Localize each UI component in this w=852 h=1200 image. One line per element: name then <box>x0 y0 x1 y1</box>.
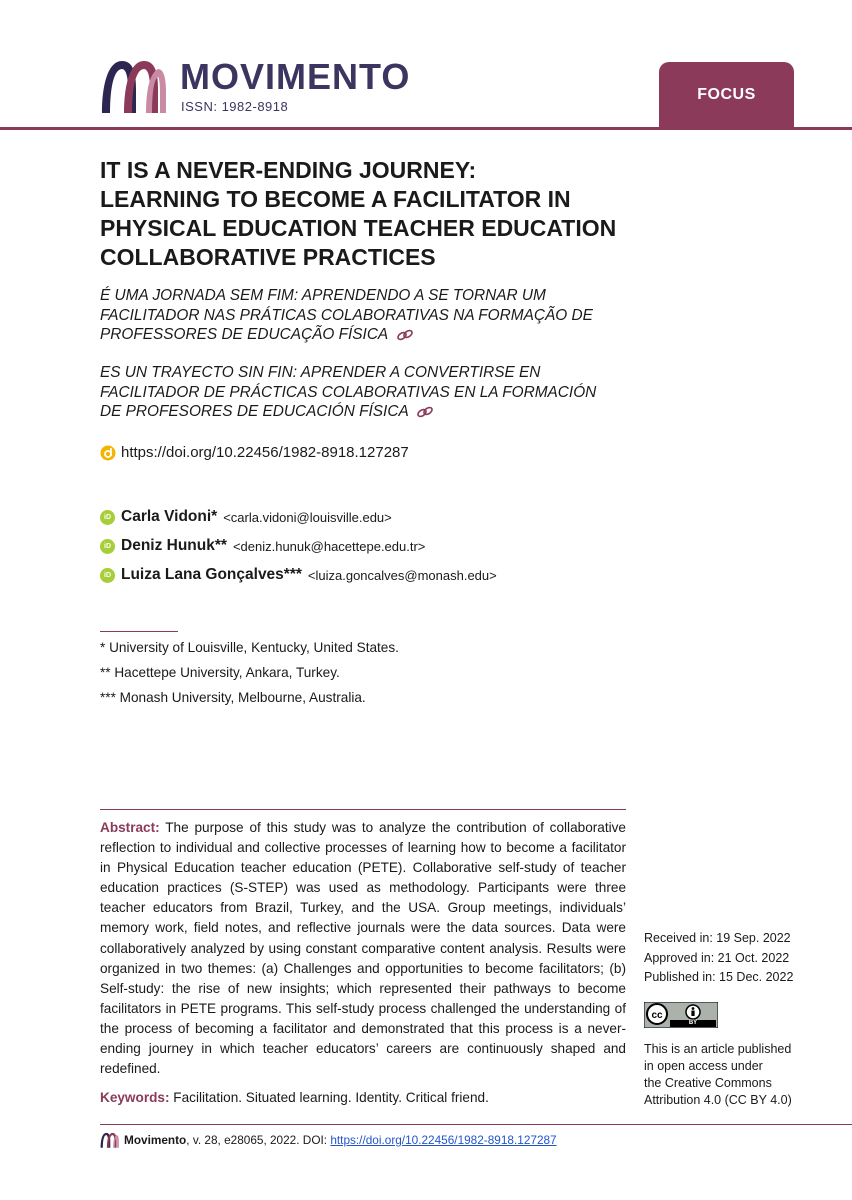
article-title <box>100 156 660 272</box>
keywords <box>100 1090 489 1105</box>
affiliation: ** Hacettepe University, Ankara, Turkey. <box>100 665 340 680</box>
license-line: the Creative Commons <box>644 1076 772 1090</box>
keywords-text: Facilitation. Situated learning. Identity. Critical friend. <box>173 1090 489 1105</box>
abstract <box>100 818 626 1079</box>
orcid-icon[interactable]: iD <box>100 568 115 583</box>
title-portuguese-line: PROFESSORES DE EDUCAÇÃO FÍSICA <box>100 326 388 343</box>
section-tab-label: FOCUS <box>697 86 756 103</box>
article-title-line: COLLABORATIVE PRACTICES <box>100 244 436 270</box>
title-spanish-line: FACILITADOR DE PRÁCTICAS COLABORATIVAS EN LA FORMACIÓN <box>100 383 597 401</box>
footer-divider <box>100 1124 852 1125</box>
footer-journal-name: Movimento <box>124 1133 187 1147</box>
abstract-label: Abstract: <box>100 820 160 835</box>
license-note <box>644 1041 814 1109</box>
article-title-line: LEARNING TO BECOME A FACILITATOR IN <box>100 186 571 212</box>
keywords-label: Keywords: <box>100 1090 170 1105</box>
doi-icon <box>100 445 116 461</box>
cc-by-badge[interactable] <box>644 1002 718 1028</box>
title-spanish-line: ES UN TRAYECTO SIN FIN: APRENDER A CONVERTIRSE EN <box>100 364 541 381</box>
author-email[interactable]: <luiza.goncalves@monash.edu> <box>307 567 497 583</box>
publication-dates <box>644 929 793 988</box>
footer-citation <box>100 1131 557 1149</box>
doi-link[interactable]: https://doi.org/10.22456/1982-8918.127287 <box>121 444 409 461</box>
title-portuguese-line: FACILITADOR NAS PRÁTICAS COLABORATIVAS NA FORMAÇÃO DE <box>100 306 593 324</box>
abstract-divider <box>100 809 626 810</box>
journal-logo-mark <box>100 55 170 117</box>
article-title-line: PHYSICAL EDUCATION TEACHER EDUCATION <box>100 215 617 241</box>
title-portuguese <box>100 286 630 345</box>
license-line: Attribution 4.0 (CC BY 4.0) <box>644 1093 792 1107</box>
article-title-line: IT IS A NEVER-ENDING JOURNEY: <box>100 157 477 183</box>
license-line: This is an article published <box>644 1042 792 1056</box>
orcid-icon[interactable]: iD <box>100 539 115 554</box>
doi-row <box>100 444 409 461</box>
author-name: Luiza Lana Gonçalves*** <box>121 566 302 583</box>
author-row <box>100 508 392 526</box>
section-tab <box>659 62 794 128</box>
external-link-icon[interactable] <box>416 405 434 419</box>
author-row <box>100 537 425 555</box>
approved-date: Approved in: 21 Oct. 2022 <box>644 950 790 965</box>
affiliation: *** Monash University, Melbourne, Australia. <box>100 690 366 705</box>
author-email[interactable]: <deniz.hunuk@hacettepe.edu.tr> <box>232 538 426 554</box>
header-divider <box>0 127 852 130</box>
external-link-icon[interactable] <box>396 328 414 342</box>
abstract-text: The purpose of this study was to analyze the contribution of collaborative reflection to individual and collective processes of learning how to become a facilitator in Physical Education teacher education (PETE). Collaborative self-study of teacher education practices (S-STEP) was used as methodology. Participants were three teacher educators from Brazil, Turkey, and the USA. Group meetings, individuals’ memory work, field notes, and reflective journals were the data sources. Data were collaboratively analyzed by using constant comparative content analysis. Results were organized in two themes: (a) Challenges and opportunities to become facilitators; (b) Self-study: the rise of new insights; which represented their pathways to become facilitators in PETE programs. This self-study process challenged the understanding of the process of becoming a facilitator and demonstrated that this process is a never-ending journey in which teacher educators’ careers are continuously shaped and redefined. <box>100 820 626 1077</box>
orcid-icon[interactable]: iD <box>100 510 115 525</box>
published-date: Published in: 15 Dec. 2022 <box>644 970 794 984</box>
author-row <box>100 566 497 584</box>
received-date: Received in: 19 Sep. 2022 <box>644 931 791 945</box>
author-name: Deniz Hunuk** <box>121 537 227 554</box>
svg-text:cc: cc <box>651 1010 663 1021</box>
footer-citation-text: , v. 28, e28065, 2022. DOI: <box>186 1133 331 1147</box>
affiliation: * University of Louisville, Kentucky, United States. <box>100 640 399 655</box>
footnote-divider <box>100 631 178 632</box>
title-portuguese-line: É UMA JORNADA SEM FIM: APRENDENDO A SE TORNAR UM <box>100 287 546 304</box>
cc-by-label: BY <box>688 1020 698 1026</box>
journal-issn: ISSN: 1982-8918 <box>181 99 289 114</box>
license-line: in open access under <box>644 1059 763 1073</box>
author-name: Carla Vidoni* <box>121 508 218 525</box>
journal-name: MOVIMENTO <box>180 56 411 97</box>
footer-doi-link[interactable]: https://doi.org/10.22456/1982-8918.127287 <box>330 1133 557 1147</box>
title-spanish-line: DE PROFESORES DE EDUCACIÓN FÍSICA <box>100 403 409 420</box>
title-spanish <box>100 363 630 422</box>
movimento-logo-icon <box>100 1131 120 1149</box>
author-email[interactable]: <carla.vidoni@louisville.edu> <box>223 509 392 525</box>
